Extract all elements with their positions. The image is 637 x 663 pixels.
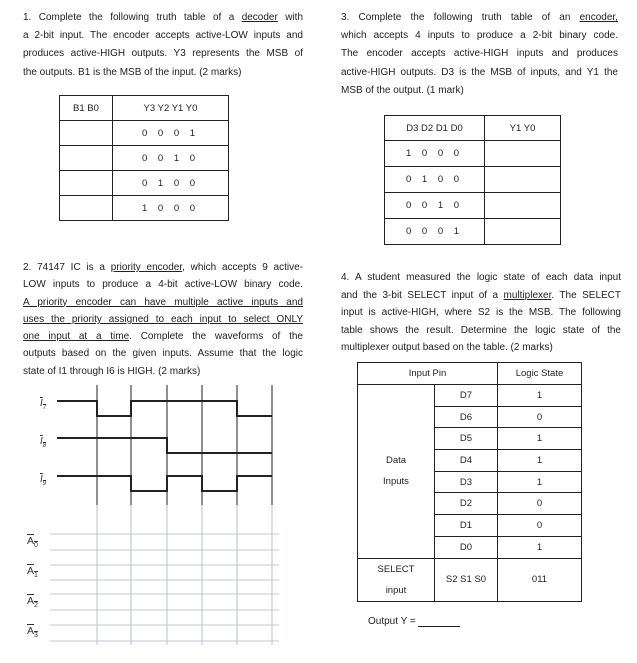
- output-label-a3: [27, 625, 38, 639]
- header-b1b0: B1 B0: [60, 96, 113, 121]
- text-line: multiplexer output based on the table. (2 marks): [341, 342, 553, 354]
- data-inputs-group: [358, 385, 435, 559]
- state-cell: 1: [498, 450, 582, 472]
- text-line: outputs based on the given inputs. Assume that the logic: [23, 348, 303, 360]
- table-cell: 0 1 0 0: [385, 167, 485, 193]
- state-cell: 1: [498, 536, 582, 558]
- text-line: LOW inputs to produce a 4-bit active-LOW binary code.: [23, 279, 303, 291]
- label-sub: 9: [42, 481, 47, 487]
- table-cell: 1 0 0 0: [385, 141, 485, 167]
- text: 1. Complete the following truth table of a: [23, 12, 242, 23]
- state-cell: 1: [498, 428, 582, 450]
- output-y-label: Output Y =: [368, 616, 416, 627]
- header-y1y0: Y1 Y0: [485, 116, 561, 141]
- label-sub: 1: [34, 572, 38, 580]
- text-line: 4. A student measured the logic state of each data input: [341, 272, 621, 283]
- output-y-answer: [368, 616, 460, 627]
- text-line: table shows the result. Determine the logic state of the: [341, 324, 621, 336]
- underlined-term-encoder: encoder,: [579, 12, 618, 23]
- text-line: state of I1 through I6 is HIGH. (2 marks): [23, 365, 201, 377]
- group-label: input: [385, 584, 407, 596]
- text-line: a 2-bit input. The encoder accepts active-LOW inputs and: [23, 30, 303, 42]
- header-d3-d0: D3 D2 D1 D0: [385, 116, 485, 141]
- pin-cell: D6: [435, 406, 498, 428]
- pin-cell: D4: [435, 450, 498, 472]
- waveform-i8: [57, 438, 272, 453]
- table-cell: 0 0 0 1: [385, 219, 485, 245]
- header-logic-state: Logic State: [498, 363, 582, 385]
- label-sub: 8: [42, 443, 47, 449]
- pin-cell: D7: [435, 385, 498, 407]
- group-label: Data: [385, 455, 407, 467]
- label-sub: 2: [34, 602, 38, 610]
- label-text: A: [27, 565, 35, 577]
- text: 2. 74147 IC is a: [23, 262, 111, 273]
- output-y-blank[interactable]: [418, 616, 460, 627]
- underlined-text-line: uses the priority assigned to each input to select ONLY: [23, 313, 303, 325]
- output-label-a1: [27, 565, 38, 579]
- text-line: [341, 287, 621, 305]
- label-text: I: [40, 436, 43, 447]
- state-cell: 1: [498, 471, 582, 493]
- text: , which accepts 9 active-: [182, 262, 304, 273]
- multiplexer-table: [357, 362, 582, 602]
- text-line: which accepts 4 inputs to produce a 2-bit binary code.: [341, 30, 618, 42]
- text-line: the outputs. B1 is the MSB of the input. (2 marks): [23, 66, 242, 78]
- label-sub: 3: [34, 632, 38, 640]
- output-label-a0: [27, 535, 38, 549]
- text-line: MSB of the output. (1 mark): [341, 84, 464, 96]
- label-sub: 7: [42, 405, 47, 411]
- underlined-term-multiplexer: multiplexer: [503, 289, 552, 301]
- input-label-i8: [40, 436, 46, 449]
- state-cell: 0: [498, 515, 582, 537]
- pin-cell: D0: [435, 536, 498, 558]
- label-sub: 0: [34, 542, 38, 550]
- text: . Complete the waveforms of the: [129, 331, 303, 343]
- pin-cell: D5: [435, 428, 498, 450]
- state-cell: 1: [498, 385, 582, 407]
- pin-cell: D2: [435, 493, 498, 515]
- text: and the 3-bit SELECT input of a: [341, 289, 504, 301]
- table-cell: 0 1 0 0: [113, 171, 229, 196]
- table-cell: 0 0 1 0: [113, 146, 229, 171]
- label-text: I: [40, 398, 43, 409]
- output-label-a2: [27, 595, 38, 609]
- question-4-text: [341, 269, 621, 357]
- select-input-group: [358, 558, 435, 601]
- pin-cell: D1: [435, 515, 498, 537]
- underlined-text-line: A priority encoder can have multiple active inputs and: [23, 296, 303, 308]
- underlined-term-decoder: decoder: [241, 12, 278, 23]
- table-cell: 0 0 0 1: [113, 121, 229, 146]
- header-y3-y0: Y3 Y2 Y1 Y0: [113, 96, 229, 121]
- header-input-pin: Input Pin: [358, 363, 498, 385]
- input-label-i7: [40, 398, 46, 411]
- text: . The SELECT: [551, 289, 622, 301]
- text: with: [277, 12, 304, 23]
- waveform-i7: [57, 401, 272, 416]
- table-cell: 0 0 1 0: [385, 193, 485, 219]
- state-cell: 0: [498, 493, 582, 515]
- group-label: Inputs: [383, 476, 409, 488]
- waveform-i9: [57, 476, 272, 491]
- state-cell: 0: [498, 406, 582, 428]
- pin-cell: D3: [435, 471, 498, 493]
- text-line: The encoder accepts active-HIGH inputs and produces: [341, 48, 618, 60]
- select-pins-cell: S2 S1 S0: [435, 558, 498, 601]
- text-line: input is active-HIGH, where S2 is the MSB. The following: [341, 307, 621, 319]
- label-text: A: [27, 625, 35, 637]
- text-line: active-HIGH outputs. D3 is the MSB of inputs, and Y1 the: [341, 66, 618, 78]
- label-text: I: [40, 474, 43, 485]
- text-line: produces active-HIGH outputs. Y3 represents the MSB of: [23, 48, 303, 60]
- group-label: SELECT: [377, 563, 415, 575]
- underlined-text: one input at a time: [23, 331, 130, 343]
- select-state-cell: 011: [498, 558, 582, 601]
- label-text: A: [27, 595, 35, 607]
- underlined-term-priority-encoder: priority encoder: [110, 262, 183, 273]
- table-cell: 1 0 0 0: [113, 196, 229, 221]
- input-label-i9: [40, 474, 46, 487]
- label-text: A: [27, 535, 35, 547]
- text: 3. Complete the following truth table of an: [341, 12, 580, 23]
